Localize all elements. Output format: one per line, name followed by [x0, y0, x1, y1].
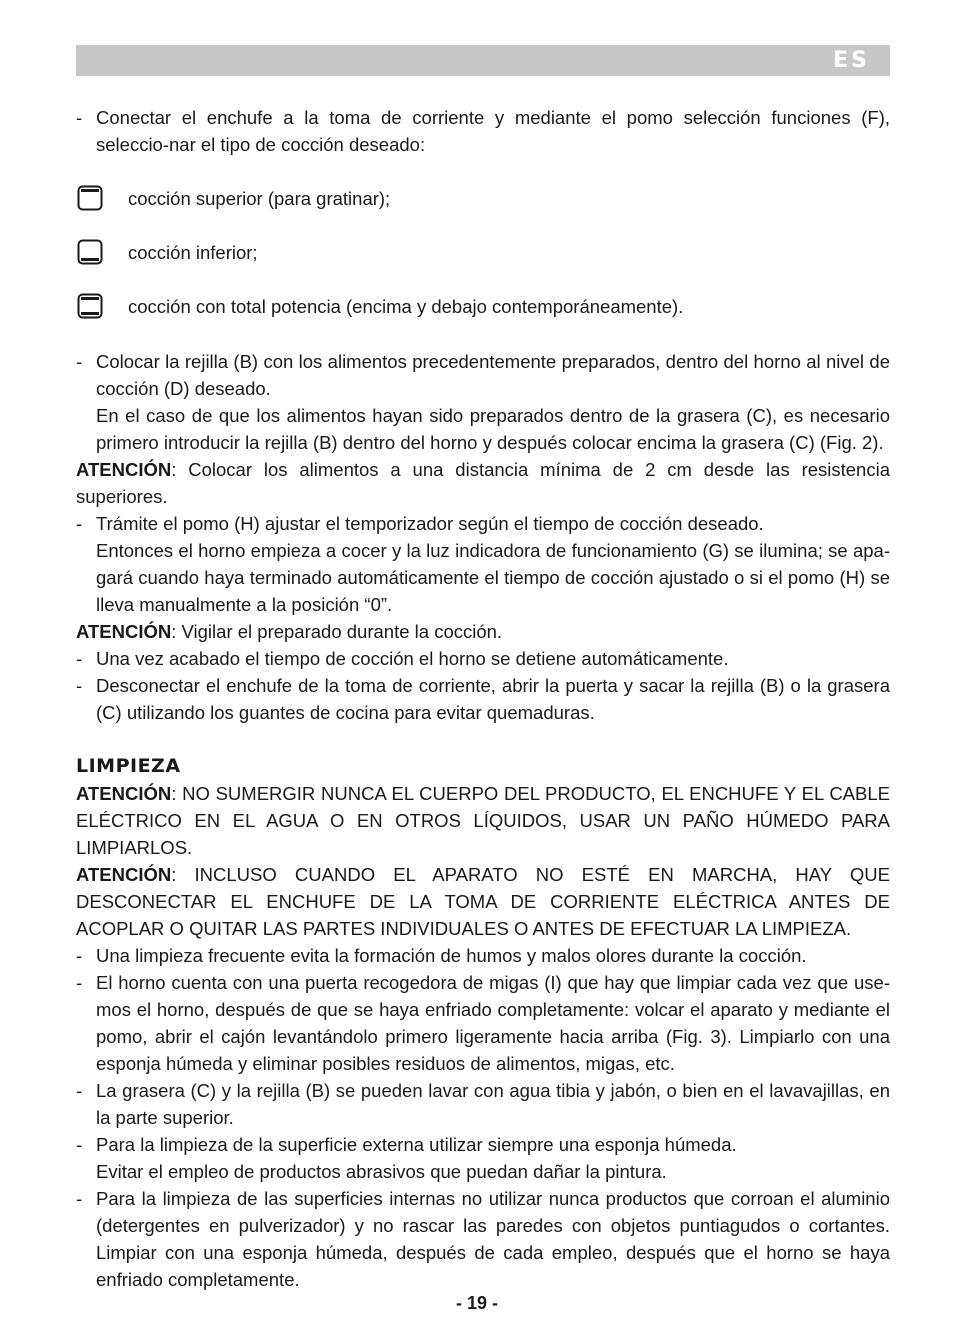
list-item: - Para la limpieza de la superficie externa utilizar siempre una esponja húmeda.: [76, 1134, 737, 1155]
list-item: - Trámite el pomo (H) ajustar el temporizador según el tiempo de cocción deseado.: [76, 513, 764, 534]
list-item: - Una vez acabado el tiempo de cocción el horno se detiene automáticamente.: [76, 648, 729, 669]
list-item: - La grasera (C) y la rejilla (B) se pueden lavar con agua tibia y jabón, o bien en el lavavajillas, en la parte superior.: [76, 1080, 890, 1128]
cooking-modes: [76, 171, 890, 333]
attention-note: ATENCIÓN: INCLUSO CUANDO EL APARATO NO ESTÉ EN MARCHA, HAY QUE DESCONECTAR EL ENCHUFE DE LA TOMA DE CORRIENTE ELÉCTRICA ANTES DE ACOPLAR O QUITAR LAS PARTES INDIVIDUALES O ANTES DE EFECTUAR LA LIMPIEZA.: [76, 864, 890, 939]
section-heading: LIMPIEZA: [76, 755, 181, 777]
page-number: - 19 -: [455, 1293, 498, 1313]
attention-note: ATENCIÓN: Vigilar el preparado durante la cocción.: [76, 621, 503, 642]
top-heat-icon: [77, 185, 103, 211]
list-item: - El horno cuenta con una puerta recogedora de migas (I) que hay que limpiar cada vez que use-mos el horno, después de que se haya enfriado completamente: volcar el aparato y mediante el pomo, abrir el cajón levantándolo primero ligeramente hacia arriba (Fig. 3). Limpiarlo con una esponja húmeda y eliminar posibles residuos de alimentos, migas, etc.: [76, 972, 890, 1074]
page-content: [76, 104, 890, 1293]
mode-full: cocción con total potencia (encima y debajo contemporáneamente).: [76, 279, 890, 333]
list-item: - Desconectar el enchufe de la toma de corriente, abrir la puerta y sacar la rejilla (B) o la grasera (C) utilizando los guantes de cocina para evitar quemaduras.: [76, 675, 890, 723]
mode-bottom: cocción inferior;: [76, 225, 890, 279]
paragraph: En el caso de que los alimentos hayan sido preparados dentro de la grasera (C), es necesario primero introducir la rejilla (B) dentro del horno y después colocar encima la grasera (C) (Fig. 2).: [96, 405, 890, 453]
list-item: - Colocar la rejilla (B) con los alimentos precedentemente preparados, dentro del horno al nivel de cocción (D) deseado.: [76, 351, 890, 399]
attention-note: ATENCIÓN: NO SUMERGIR NUNCA EL CUERPO DEL PRODUCTO, EL ENCHUFE Y EL CABLE ELÉCTRICO EN EL AGUA O EN OTROS LÍQUIDOS, USAR UN PAÑO HÚMEDO PARA LIMPIARLOS.: [76, 783, 890, 858]
attention-note: ATENCIÓN: Colocar los alimentos a una distancia mínima de 2 cm desde las resistencia superiores.: [76, 459, 890, 507]
mode-top: cocción superior (para gratinar);: [76, 171, 890, 225]
list-item: - Conectar el enchufe a la toma de corriente y mediante el pomo selección funciones (F), seleccio-nar el tipo de cocción deseado:: [76, 107, 890, 155]
header-bar: [76, 45, 890, 76]
full-heat-icon: [77, 293, 103, 319]
list-item: - Una limpieza frecuente evita la formación de humos y malos olores durante la cocción.: [76, 945, 807, 966]
paragraph: Entonces el horno empieza a cocer y la luz indicadora de funcionamiento (G) se ilumina; se apa-gará cuando haya terminado automáticamente el tiempo de cocción ajustado o si el pomo (H) se lleva manualmente a la posición “0”.: [96, 540, 890, 615]
bottom-heat-icon: [77, 239, 103, 265]
paragraph: Evitar el empleo de productos abrasivos que puedan dañar la pintura.: [96, 1161, 667, 1182]
list-item: - Para la limpieza de las superficies internas no utilizar nunca productos que corroan el aluminio (detergentes en pulverizador) y no rascar las paredes con objetos puntiagudos o cortantes. Limpiar con una esponja húmeda, después de cada empleo, después que el horno se haya enfriado completamente.: [76, 1188, 890, 1290]
language-tag: ES: [833, 48, 870, 73]
